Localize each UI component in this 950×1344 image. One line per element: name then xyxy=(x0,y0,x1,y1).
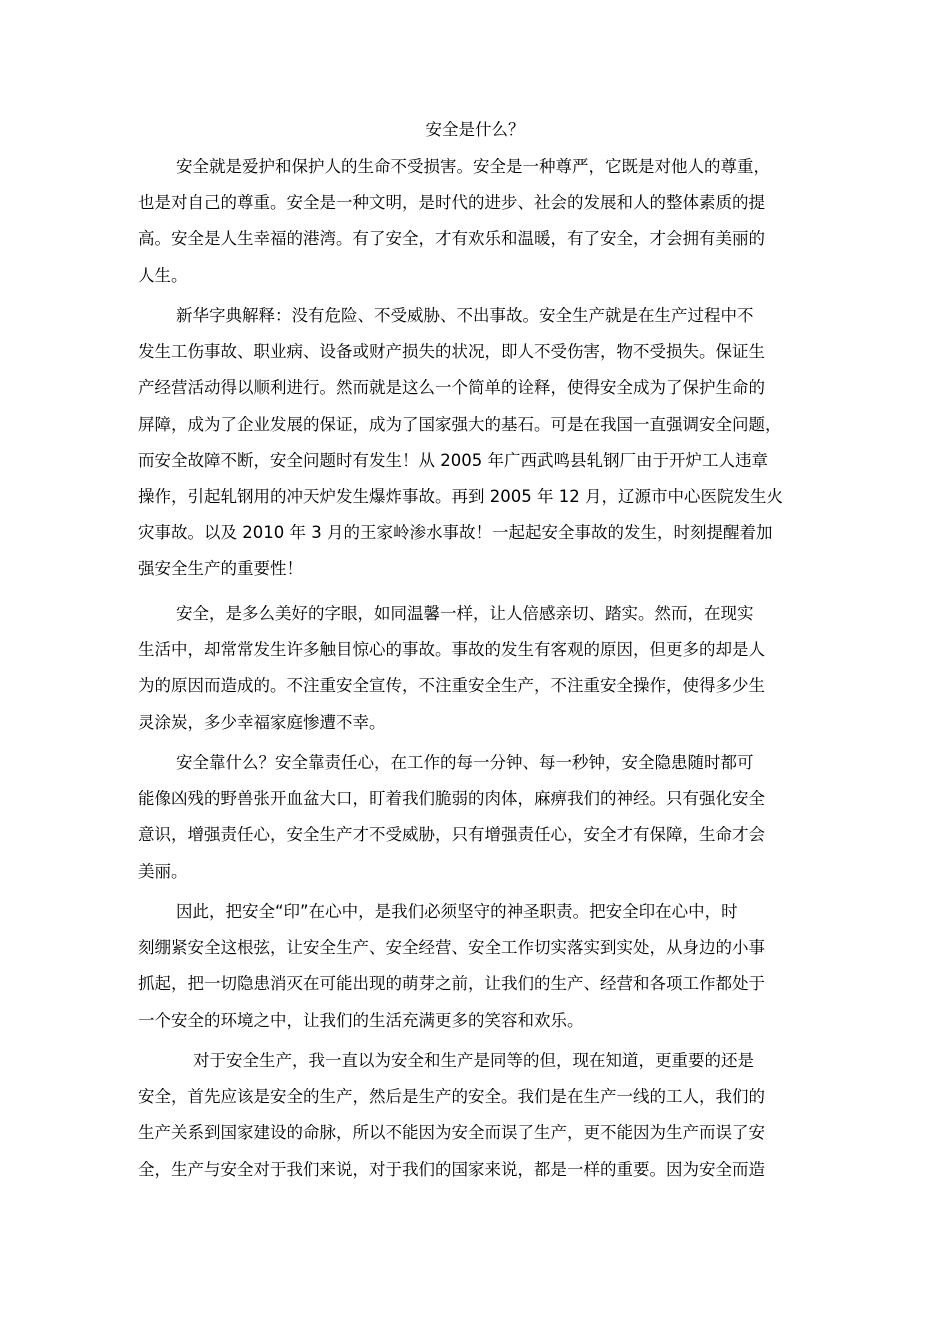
paragraph-line: 一个安全的环境之中，让我们的生活充满更多的笑容和欢乐。 xyxy=(138,1010,584,1030)
paragraph-line: 因此，把安全“印”在心中，是我们必须坚守的神圣职责。把安全印在心中，时 xyxy=(176,902,738,921)
paragraph-line: 生活中，却常常发生许多触目惊心的事故。事故的发生有客观的原因，但更多的却是人 xyxy=(138,640,765,660)
paragraph-line: 强安全生产的重要性！ xyxy=(138,559,303,579)
paragraph-line: 产经营活动得以顺利进行。然而就是这么一个简单的诠释，使得安全成为了保护生命的 xyxy=(138,378,765,398)
paragraph-line: 全，生产与安全对于我们来说，对于我们的国家来说，都是一样的重要。因为安全而造 xyxy=(138,1159,765,1179)
paragraph-3 xyxy=(138,596,765,741)
paragraph-line: 对于安全生产，我一直以为安全和生产是同等的但，现在知道，更重要的还是 xyxy=(193,1051,754,1070)
paragraph-line: 发生工伤事故、职业病、设备或财产损失的状况，即人不受伤害，物不受损失。保证生 xyxy=(138,342,765,362)
paragraph-5 xyxy=(138,894,765,1039)
paragraph-line: 刻绷紧安全这根弦，让安全生产、安全经营、安全工作切实落实到实处，从身边的小事 xyxy=(138,938,765,958)
document-title: 安全是什么？ xyxy=(425,120,525,139)
paragraph-line: 屏障，成为了企业发展的保证，成为了国家强大的基石。可是在我国一直强调安全问题， xyxy=(138,414,782,434)
paragraph-line: 新华字典解释：没有危险、不受威胁、不出事故。安全生产就是在生产过程中不 xyxy=(176,306,754,325)
paragraph-line: 安全靠什么？安全靠责任心，在工作的每一分钟、每一秒钟，安全隐患随时都可 xyxy=(176,753,754,772)
paragraph-6 xyxy=(138,1043,765,1188)
paragraph-line: 意识，增强责任心，安全生产才不受威胁，只有增强责任心，安全才有保障，生命才会 xyxy=(138,825,765,845)
paragraph-line: 灵涂炭，多少幸福家庭惨遭不幸。 xyxy=(138,712,386,732)
paragraph-line: 而安全故障不断，安全问题时有发生！从 2005 年广西武鸣县轧钢厂由于开炉工人违章 xyxy=(138,450,768,470)
paragraph-line: 高。安全是人生幸福的港湾。有了安全，才有欢乐和温暖，有了安全，才会拥有美丽的 xyxy=(138,229,765,249)
paragraph-line: 也是对自己的尊重。安全是一种文明，是时代的进步、社会的发展和人的整体素质的提 xyxy=(138,193,765,213)
paragraph-line: 抓起，把一切隐患消灭在可能出现的萌芽之前，让我们的生产、经营和各项工作都处于 xyxy=(138,974,765,994)
paragraph-line: 安全就是爱护和保护人的生命不受损害。安全是一种尊严，它既是对他人的尊重， xyxy=(176,157,770,176)
paragraph-line: 安全，首先应该是安全的生产，然后是生产的安全。我们是在生产一线的工人，我们的 xyxy=(138,1087,765,1107)
paragraph-line: 能像凶残的野兽张开血盆大口，盯着我们脆弱的肉体，麻痹我们的神经。只有强化安全 xyxy=(138,789,765,809)
paragraph-4 xyxy=(138,745,765,890)
paragraph-line: 操作，引起轧钢用的冲天炉发生爆炸事故。再到 2005 年 12 月，辽源市中心医院发生火 xyxy=(138,486,783,506)
paragraph-line: 为的原因而造成的。不注重安全宣传，不注重安全生产，不注重安全操作，使得多少生 xyxy=(138,676,765,696)
paragraph-line: 美丽。 xyxy=(138,861,188,881)
paragraph-2 xyxy=(138,298,783,588)
paragraph-1 xyxy=(138,149,770,294)
paragraph-line: 安全，是多么美好的字眼，如同温馨一样，让人倍感亲切、踏实。然而，在现实 xyxy=(176,604,754,623)
paragraph-line: 人生。 xyxy=(138,265,188,285)
paragraph-line: 生产关系到国家建设的命脉，所以不能因为安全而误了生产，更不能因为生产而误了安 xyxy=(138,1123,765,1143)
paragraph-line: 灾事故。以及 2010 年 3 月的王家岭渗水事故！一起起安全事故的发生，时刻提醒着加 xyxy=(138,523,773,543)
